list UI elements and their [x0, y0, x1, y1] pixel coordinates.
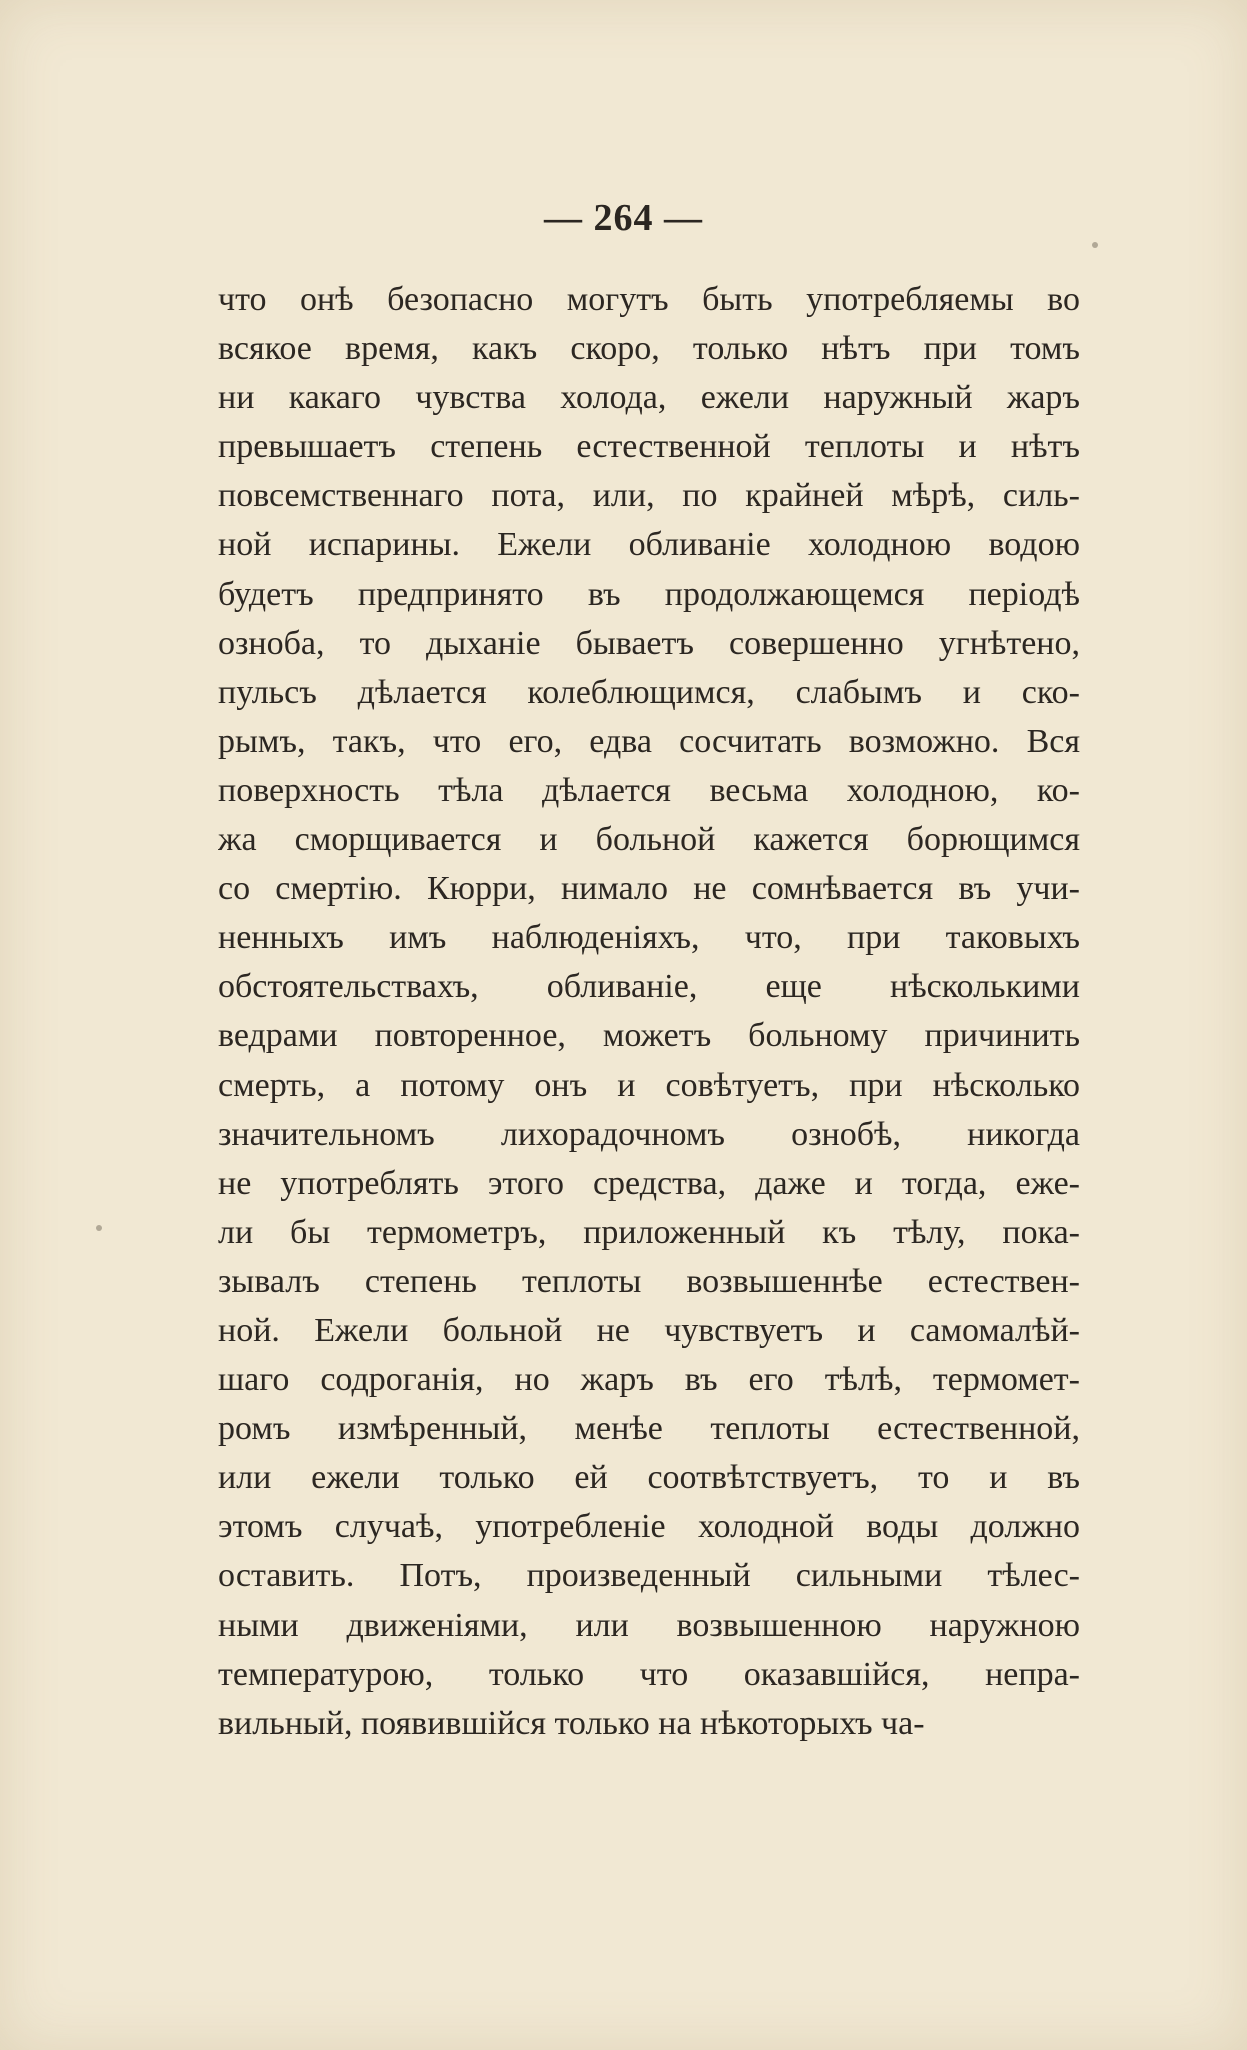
text-line: поверхность тѣла дѣлается весьма холодною, ко- — [218, 771, 1080, 809]
text-line: оставить. Потъ, произведенный сильными тѣлес- — [218, 1557, 1080, 1595]
text-line: ведрами повторенное, можетъ больному причинить — [218, 1017, 1080, 1055]
text-line: повсемственнаго пота, или, по крайней мѣрѣ, силь- — [218, 477, 1080, 515]
text-line: что онѣ безопасно могутъ быть употребляемы во — [218, 281, 1080, 318]
text-line: или ежели только ей соотвѣтствуетъ, то и въ — [218, 1459, 1080, 1497]
body-text — [218, 275, 1080, 1748]
text-line: озноба, то дыханіе бываетъ совершенно угнѣтено, — [218, 624, 1080, 662]
text-line: ромъ измѣренный, менѣе теплоты естественной, — [218, 1410, 1080, 1448]
text-line: со смертію. Кюрри, нимало не сомнѣвается въ учи- — [218, 870, 1080, 908]
text-line: ни какаго чувства холода, ежели наружный жаръ — [218, 379, 1080, 417]
text-line: вильный, появившійся только на нѣкоторыхъ ча- — [218, 1704, 925, 1742]
text-line: ли бы термометръ, приложенный къ тѣлу, пока- — [218, 1213, 1080, 1251]
text-line: смерть, а потому онъ и совѣтуетъ, при нѣсколько — [218, 1066, 1080, 1104]
text-line: ной. Ежели больной не чувствуетъ и самомалѣй- — [218, 1311, 1080, 1349]
text-line: обстоятельствахъ, обливаніе, еще нѣсколькими — [218, 968, 1080, 1006]
text-line: всякое время, какъ скоро, только нѣтъ при томъ — [218, 330, 1080, 368]
text-line: значительномъ лихорадочномъ ознобѣ, никогда — [218, 1115, 1080, 1153]
text-line: ненныхъ имъ наблюденіяхъ, что, при таковыхъ — [218, 919, 1080, 957]
text-line: не употреблять этого средства, даже и тогда, еже- — [218, 1164, 1080, 1202]
text-line: жа сморщивается и больной кажется борющимся — [218, 821, 1080, 859]
text-line: ными движеніями, или возвышенною наружною — [218, 1606, 1080, 1644]
text-line: превышаетъ степень естественной теплоты и нѣтъ — [218, 428, 1080, 466]
text-line: рымъ, такъ, что его, едва сосчитать возможно. Вся — [218, 722, 1080, 760]
text-line: будетъ предпринято въ продолжающемся періодѣ — [218, 575, 1080, 613]
text-line: пульсъ дѣлается колеблющимся, слабымъ и ско- — [218, 673, 1080, 711]
text-line: этомъ случаѣ, употребленіе холодной воды должно — [218, 1508, 1080, 1546]
page-number: — 264 — — [544, 197, 703, 239]
text-line: шаго содроганія, но жаръ въ его тѣлѣ, термомет- — [218, 1361, 1080, 1399]
paper-speck — [1092, 242, 1098, 248]
text-line: температурою, только что оказавшійся, непра- — [218, 1655, 1080, 1693]
text-line: зывалъ степень теплоты возвышеннѣе естествен- — [218, 1262, 1080, 1300]
paper-speck — [96, 1225, 102, 1231]
text-line: ной испарины. Ежели обливаніе холодною водою — [218, 526, 1080, 564]
